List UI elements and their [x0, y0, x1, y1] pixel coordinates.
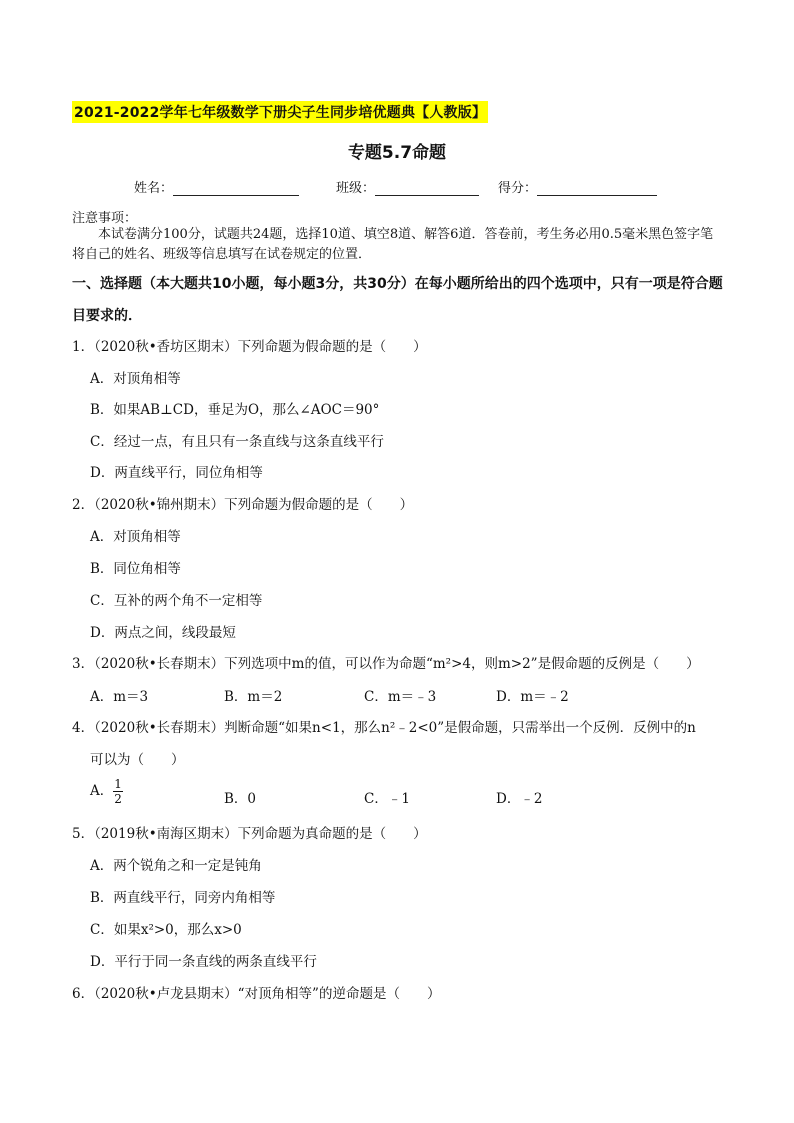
q5-option-d: D．平行于同一条直线的两条直线平行	[90, 954, 317, 970]
question-4-cont: 可以为（ ）	[90, 752, 185, 768]
q1-option-b: B．如果AB⊥CD，垂足为O，那么∠AOC＝90°	[90, 402, 380, 418]
q5-option-a: A．两个锐角之和一定是钝角	[90, 858, 262, 874]
q3-option-d: D．m＝﹣2	[496, 689, 569, 705]
question-3: 3．（2020秋•长春期末）下列选项中m的值，可以作为命题“m²>4，则m>2”是假命题的反例是（ ）	[72, 656, 700, 672]
fraction-numerator: 1	[114, 777, 122, 791]
q3-option-c: C．m＝﹣3	[364, 689, 437, 705]
notes-heading: 注意事项：	[72, 211, 138, 226]
notes-body: 本试卷满分100分，试题共24题，选择10道、填空8道、解答6道．答卷前，考生务必用0.5毫米黑色签字笔将自己的姓名、班级等信息填写在试卷规定的位置．	[72, 227, 714, 262]
q4-option-a	[90, 777, 123, 806]
class-field	[336, 177, 479, 196]
question-4: 4．（2020秋•长春期末）判断命题“如果n<1，那么n²﹣2<0”是假命题，只需举出一个反例．反例中的n	[72, 720, 696, 736]
name-field	[134, 177, 299, 196]
question-6: 6．（2020秋•卢龙县期末）“对顶角相等”的逆命题是（ ）	[72, 986, 441, 1002]
page-title: 专题5.7命题	[347, 143, 447, 163]
q1-option-c: C．经过一点，有且只有一条直线与这条直线平行	[90, 434, 384, 450]
q2-option-c: C．互补的两个角不一定相等	[90, 593, 263, 609]
name-blank[interactable]	[173, 182, 299, 196]
q5-option-b: B．两直线平行，同旁内角相等	[90, 890, 276, 906]
q1-option-d: D．两直线平行，同位角相等	[90, 465, 263, 481]
score-label: 得分：	[498, 181, 538, 196]
q4-option-d: D．﹣2	[496, 791, 543, 807]
q4-option-a-label: A．	[90, 783, 114, 799]
q1-option-a: A．对顶角相等	[90, 371, 181, 387]
header-banner: 2021-2022学年七年级数学下册尖子生同步培优题典【人教版】	[72, 101, 488, 123]
q2-option-b: B．同位角相等	[90, 561, 181, 577]
q5-option-c: C．如果x²>0，那么x>0	[90, 922, 242, 938]
fraction	[113, 777, 123, 806]
score-field	[498, 177, 657, 196]
question-5: 5．（2019秋•南海区期末）下列命题为真命题的是（ ）	[72, 826, 427, 842]
fraction-denominator: 2	[114, 792, 122, 806]
q3-option-b: B．m＝2	[224, 689, 283, 705]
class-blank[interactable]	[375, 182, 479, 196]
question-2: 2．（2020秋•锦州期末）下列命题为假命题的是（ ）	[72, 497, 414, 513]
q4-option-c: C．﹣1	[364, 791, 410, 807]
section-title: 一、选择题（本大题共10小题，每小题3分，共30分）在每小题所给出的四个选项中，只有一项是符合题目要求的．	[72, 276, 723, 324]
class-label: 班级：	[336, 181, 376, 196]
q4-option-b: B．0	[224, 791, 257, 807]
q2-option-d: D．两点之间，线段最短	[90, 625, 236, 641]
q3-option-a: A．m＝3	[90, 689, 149, 705]
q2-option-a: A．对顶角相等	[90, 529, 181, 545]
question-1: 1．（2020秋•香坊区期末）下列命题为假命题的是（ ）	[72, 339, 427, 355]
score-blank[interactable]	[537, 182, 657, 196]
name-label: 姓名：	[134, 181, 174, 196]
